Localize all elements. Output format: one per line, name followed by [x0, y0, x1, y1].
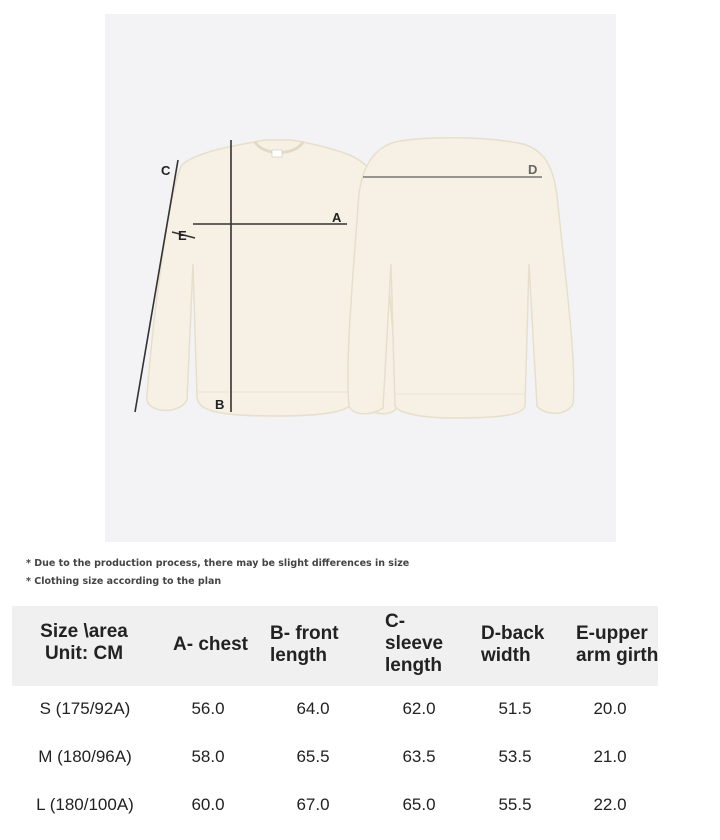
header-sleeve-length: C- sleeve length [385, 611, 444, 676]
cell-back-width: 55.5 [498, 795, 532, 814]
cell-back-width: 51.5 [498, 699, 532, 718]
cell-chest: 58.0 [191, 747, 225, 766]
product-photo [105, 14, 616, 542]
cell-upper-arm-girth: 20.0 [593, 699, 627, 718]
header-size: Size \area Unit: CM [40, 621, 128, 664]
cell-size: S (175/92A) [39, 699, 131, 718]
cell-size: L (180/100A) [36, 795, 134, 814]
label-c: C [161, 163, 171, 178]
cell-chest: 56.0 [191, 699, 225, 718]
cell-upper-arm-girth: 21.0 [593, 747, 627, 766]
cell-sleeve-length: 62.0 [402, 699, 436, 718]
cell-sleeve-length: 63.5 [402, 747, 436, 766]
cell-front-length: 64.0 [296, 699, 330, 718]
table-header [12, 606, 658, 686]
header-upper-arm-girth: E-upper arm girth [576, 623, 659, 666]
header-front-length: B- front length [270, 623, 339, 666]
header-back-width: D-back width [481, 623, 545, 666]
cell-front-length: 65.5 [296, 747, 330, 766]
note-size-plan: * Clothing size according to the plan [26, 576, 222, 587]
cell-chest: 60.0 [191, 795, 225, 814]
label-e: E [178, 228, 187, 243]
cell-upper-arm-girth: 22.0 [593, 795, 627, 814]
cell-front-length: 67.0 [296, 795, 330, 814]
label-b: B [215, 397, 225, 412]
cell-sleeve-length: 65.0 [402, 795, 436, 814]
sweatshirt-illustration [105, 14, 616, 542]
label-d: D [528, 162, 538, 177]
back-sweatshirt [348, 138, 574, 418]
cell-size: M (180/96A) [38, 747, 132, 766]
cell-back-width: 53.5 [498, 747, 532, 766]
label-a: A [332, 210, 342, 225]
header-chest: A- chest [173, 634, 248, 655]
note-production: * Due to the production process, there may be slight differences in size [26, 558, 410, 569]
